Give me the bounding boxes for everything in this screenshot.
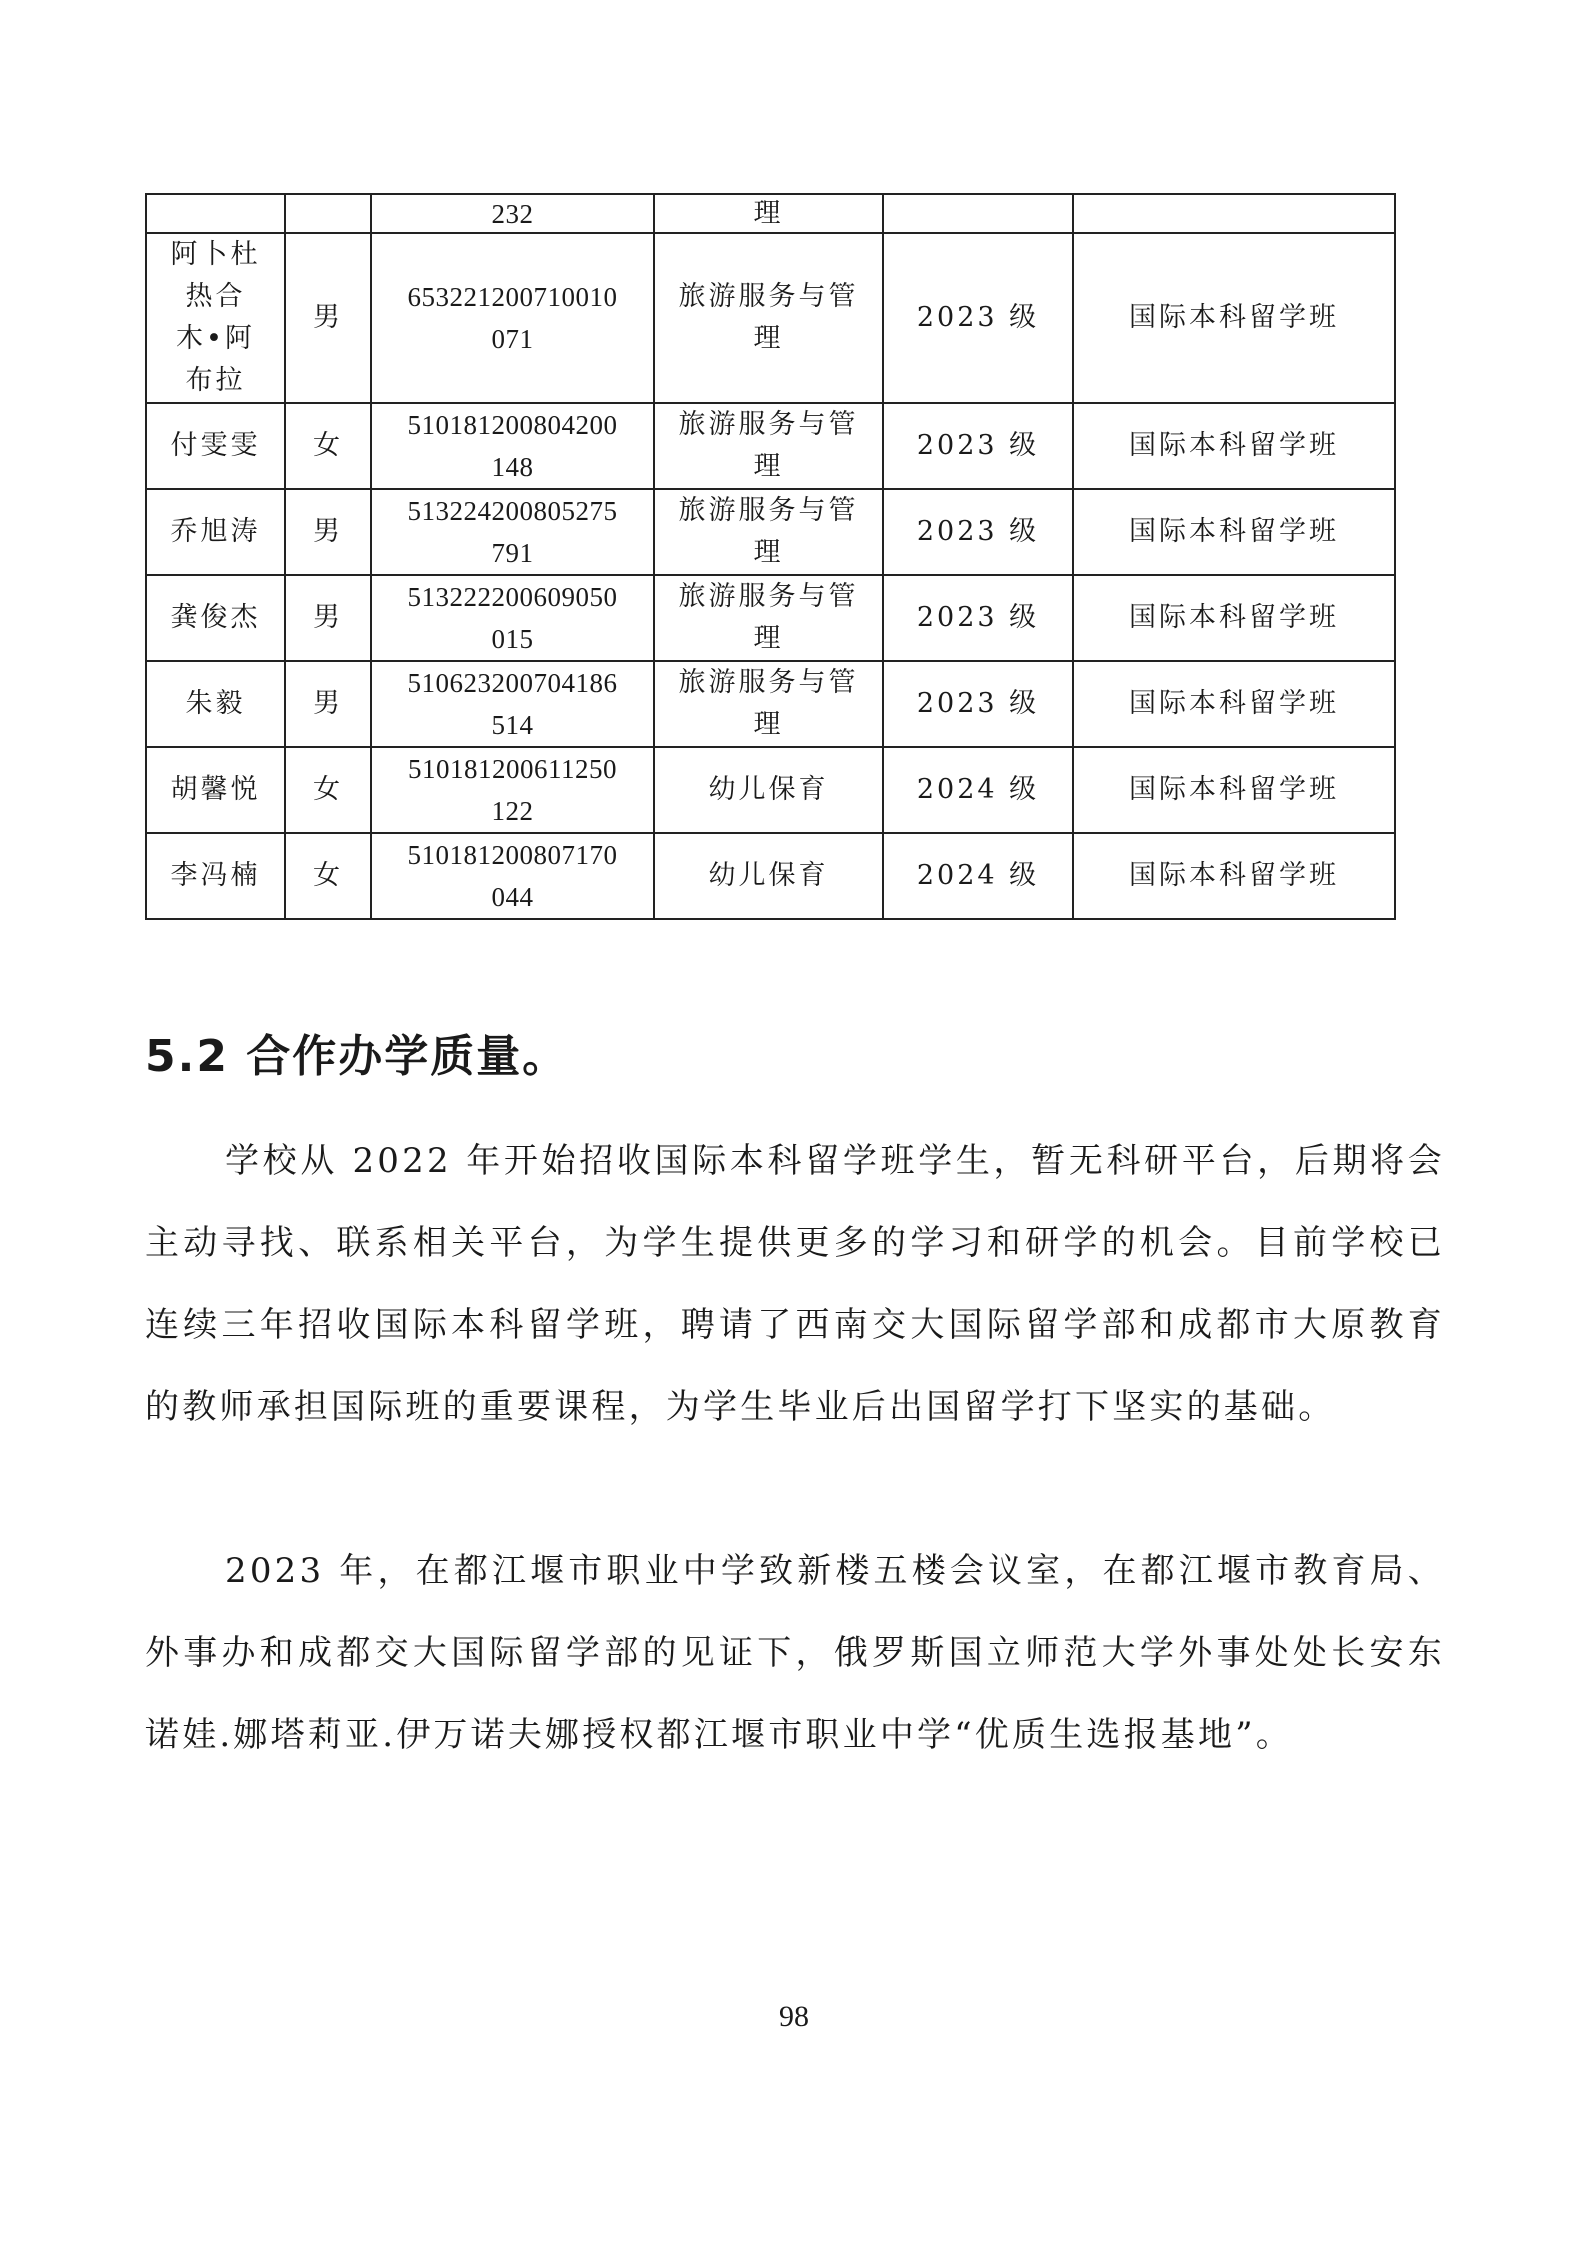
grade-cell: 2024 级 bbox=[883, 833, 1073, 919]
table-row bbox=[146, 833, 1395, 919]
name-cell: 李冯楠 bbox=[146, 833, 285, 919]
name-cell: 胡馨悦 bbox=[146, 747, 285, 833]
section-heading: 5.2 合作办学质量。 bbox=[145, 1031, 569, 1082]
grade-cell: 2023 级 bbox=[883, 489, 1073, 575]
table-row bbox=[146, 747, 1395, 833]
major-cell: 旅游服务与管 理 bbox=[654, 489, 883, 575]
gender-cell: 男 bbox=[285, 233, 371, 403]
major-cell: 理 bbox=[654, 194, 883, 233]
name-cell bbox=[146, 194, 285, 233]
name-cell: 龚俊杰 bbox=[146, 575, 285, 661]
body-paragraph: 学校从 2022 年开始招收国际本科留学班学生，暂无科研平台，后期将会主动寻找、联系相关平台，为学生提供更多的学习和研学的机会。目前学校已连续三年招收国际本科留学班，聘请了西南交大国际留学部和成都市大原教育的教师承担国际班的重要课程，为学生毕业后出国留学打下坚实的基础。 bbox=[145, 1141, 1445, 1427]
id-cell: 510623200704186 514 bbox=[371, 661, 654, 747]
major-cell: 旅游服务与管 理 bbox=[654, 233, 883, 403]
id-cell: 510181200804200 148 bbox=[371, 403, 654, 489]
table-row bbox=[146, 403, 1395, 489]
class-type-cell: 国际本科留学班 bbox=[1073, 575, 1395, 661]
id-cell: 513222200609050 015 bbox=[371, 575, 654, 661]
grade-cell: 2023 级 bbox=[883, 575, 1073, 661]
name-cell: 朱毅 bbox=[146, 661, 285, 747]
class-type-cell: 国际本科留学班 bbox=[1073, 833, 1395, 919]
major-cell: 幼儿保育 bbox=[654, 833, 883, 919]
class-type-cell bbox=[1073, 194, 1395, 233]
grade-cell: 2023 级 bbox=[883, 403, 1073, 489]
id-cell: 510181200807170 044 bbox=[371, 833, 654, 919]
gender-cell: 男 bbox=[285, 661, 371, 747]
class-type-cell: 国际本科留学班 bbox=[1073, 233, 1395, 403]
id-cell: 232 bbox=[371, 194, 654, 233]
id-cell: 513224200805275 791 bbox=[371, 489, 654, 575]
grade-cell: 2023 级 bbox=[883, 233, 1073, 403]
class-type-cell: 国际本科留学班 bbox=[1073, 747, 1395, 833]
gender-cell: 女 bbox=[285, 403, 371, 489]
gender-cell: 男 bbox=[285, 575, 371, 661]
class-type-cell: 国际本科留学班 bbox=[1073, 489, 1395, 575]
table-row bbox=[146, 575, 1395, 661]
body-paragraph: 2023 年，在都江堰市职业中学致新楼五楼会议室，在都江堰市教育局、外事办和成都交大国际留学部的见证下，俄罗斯国立师范大学外事处处长安东诺娃.娜塔莉亚.伊万诺夫娜授权都江堰市职业中学“优质生选报基地”。 bbox=[145, 1551, 1445, 1755]
grade-cell: 2024 级 bbox=[883, 747, 1073, 833]
major-cell: 旅游服务与管 理 bbox=[654, 575, 883, 661]
table-row bbox=[146, 194, 1395, 233]
name-cell: 阿卜杜 热合 木•阿 布拉 bbox=[146, 233, 285, 403]
class-type-cell: 国际本科留学班 bbox=[1073, 661, 1395, 747]
name-cell: 乔旭涛 bbox=[146, 489, 285, 575]
gender-cell bbox=[285, 194, 371, 233]
gender-cell: 女 bbox=[285, 833, 371, 919]
gender-cell: 男 bbox=[285, 489, 371, 575]
table-row bbox=[146, 233, 1395, 403]
grade-cell bbox=[883, 194, 1073, 233]
grade-cell: 2023 级 bbox=[883, 661, 1073, 747]
major-cell: 旅游服务与管 理 bbox=[654, 403, 883, 489]
major-cell: 幼儿保育 bbox=[654, 747, 883, 833]
table-row bbox=[146, 489, 1395, 575]
gender-cell: 女 bbox=[285, 747, 371, 833]
page-number: 98 bbox=[779, 2000, 809, 2033]
id-cell: 653221200710010 071 bbox=[371, 233, 654, 403]
major-cell: 旅游服务与管 理 bbox=[654, 661, 883, 747]
student-table-body bbox=[146, 194, 1395, 919]
table-row bbox=[146, 661, 1395, 747]
class-type-cell: 国际本科留学班 bbox=[1073, 403, 1395, 489]
id-cell: 510181200611250 122 bbox=[371, 747, 654, 833]
name-cell: 付雯雯 bbox=[146, 403, 285, 489]
student-table bbox=[145, 193, 1396, 920]
